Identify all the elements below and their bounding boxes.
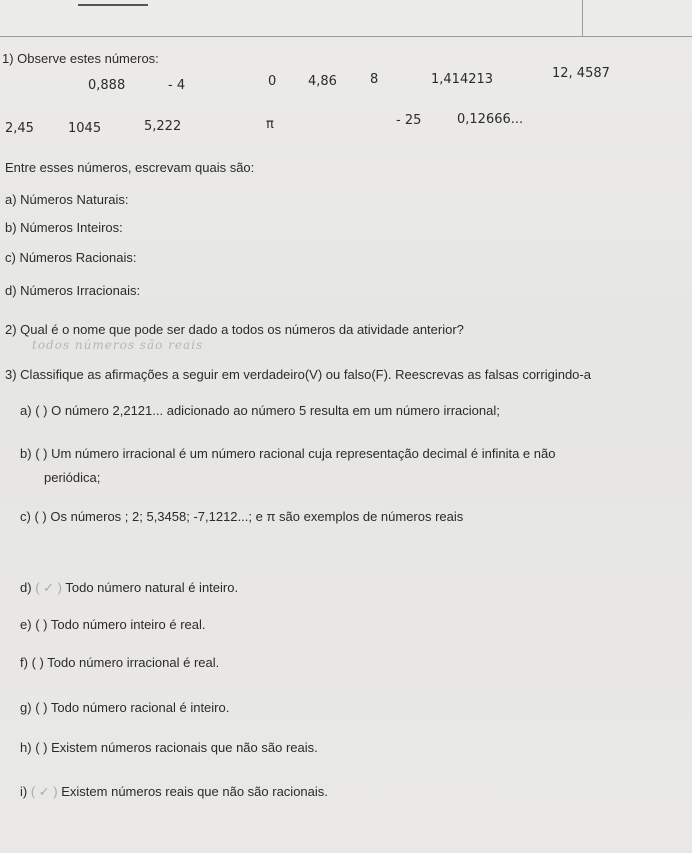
statement-label: h)	[20, 740, 32, 755]
statement-b-continuation: periódica;	[44, 470, 101, 485]
answer-box[interactable]: ( )	[34, 509, 47, 524]
statement-text: Os números ; 2; 5,3458; -7,1212...; e π são exemplos de números reais	[50, 509, 464, 524]
number-item: 1045	[68, 121, 102, 136]
statement-label: a)	[20, 403, 32, 418]
number-item: 4,86	[308, 74, 337, 89]
header-scribble	[78, 0, 148, 6]
statement-label: b)	[20, 446, 32, 461]
answer-box[interactable]: ( )	[35, 700, 48, 715]
answer-box[interactable]: ( ✓ )	[30, 784, 58, 799]
question-1-instruction: Entre esses números, escrevam quais são:	[5, 160, 255, 175]
statement-g	[20, 700, 229, 715]
number-item: 5,222	[144, 119, 182, 134]
number-item: 1,414213	[431, 72, 494, 87]
statement-label: i)	[20, 784, 28, 799]
question-3-text: 3) Classifique as afirmações a seguir em verdadeiro(V) ou falso(F). Reescrevas as falsas corrigindo-a	[5, 367, 591, 382]
answer-box[interactable]: ( )	[35, 446, 48, 461]
statement-label: f)	[20, 655, 28, 670]
number-item: 0,888	[88, 78, 126, 93]
number-item: 12, 4587	[552, 66, 610, 81]
number-item: 2,45	[5, 121, 34, 136]
statement-e	[20, 617, 206, 632]
statement-h	[20, 740, 318, 755]
statement-a	[20, 403, 500, 418]
statement-d	[20, 580, 238, 595]
number-item: 8	[370, 72, 379, 87]
answer-box[interactable]: ( )	[35, 403, 48, 418]
answer-prompt-irrationals: d) Números Irracionais:	[5, 283, 141, 298]
answer-prompt-integers: b) Números Inteiros:	[5, 220, 123, 235]
statement-text: Todo número natural é inteiro.	[65, 580, 239, 595]
answer-box[interactable]: ( )	[31, 655, 44, 670]
statement-label: d)	[20, 580, 32, 595]
statement-text: Todo número racional é inteiro.	[50, 700, 230, 715]
statement-f	[20, 655, 219, 670]
statement-c	[20, 509, 463, 524]
header-table	[0, 0, 692, 37]
question-1-title: 1) Observe estes números:	[2, 51, 159, 66]
number-item: 0	[268, 74, 277, 89]
statement-text: Existem números racionais que não são reais.	[51, 740, 318, 755]
answer-box[interactable]: ( )	[35, 740, 48, 755]
number-item: 0,12666...	[457, 112, 524, 127]
statement-text: Um número irracional é um número racional cuja representação decimal é infinita e não	[51, 446, 556, 461]
question-2-text: 2) Qual é o nome que pode ser dado a todos os números da atividade anterior?	[5, 322, 464, 337]
answer-prompt-rationals: c) Números Racionais:	[5, 250, 137, 265]
statement-label: g)	[20, 700, 32, 715]
statement-text: O número 2,2121... adicionado ao número 5 resulta em um número irracional;	[51, 403, 500, 418]
number-item: π	[266, 117, 274, 132]
number-item: - 4	[168, 78, 186, 93]
statement-text: Todo número irracional é real.	[47, 655, 220, 670]
statement-label: c)	[20, 509, 31, 524]
statement-b	[20, 446, 555, 461]
number-item: - 25	[396, 113, 422, 128]
header-divider	[582, 0, 583, 36]
answer-box[interactable]: ( )	[35, 617, 48, 632]
statement-label: e)	[20, 617, 32, 632]
handwritten-answer: todos números são reais	[32, 338, 204, 352]
answer-box[interactable]: ( ✓ )	[35, 580, 62, 595]
statement-i	[20, 784, 328, 799]
statement-text: Existem números reais que não são racionais.	[61, 784, 328, 799]
statement-text: Todo número inteiro é real.	[50, 617, 206, 632]
answer-prompt-naturals: a) Números Naturais:	[5, 192, 129, 207]
